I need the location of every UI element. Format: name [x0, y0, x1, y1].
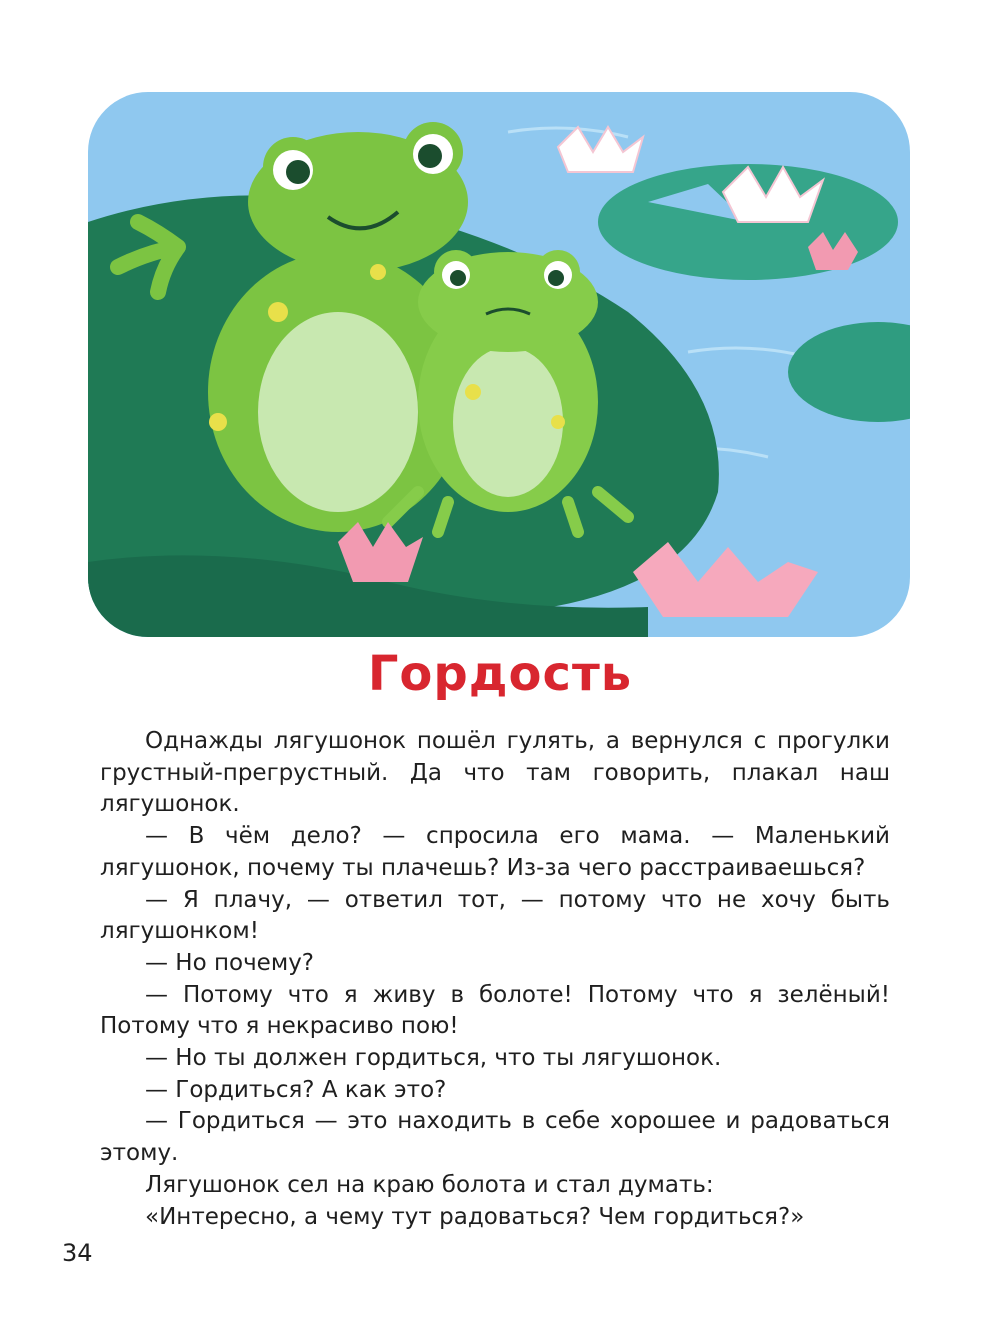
story-illustration — [88, 92, 910, 637]
page-number: 34 — [62, 1239, 93, 1267]
story-paragraph: Однажды лягушонок пошёл гулять, а вернулся с прогулки грустный-прегрустный. Да что там говорить, плакал наш лягушонок. — [100, 728, 890, 818]
story-title: Гордость — [367, 646, 633, 702]
story-paragraph: «Интересно, а чему тут радоваться? Чем гордиться?» — [145, 1203, 805, 1230]
story-paragraph: — Гордиться — это находить в себе хорошее и радоваться этому. — [100, 1108, 890, 1167]
story-text — [100, 726, 890, 1233]
story-paragraph: — Но ты должен гордиться, что ты лягушонок. — [145, 1045, 722, 1072]
story-paragraph: Лягушонок сел на краю болота и стал думать: — [145, 1171, 714, 1198]
story-paragraph: — Потому что я живу в болоте! Потому что я зелёный! Потому что я некрасиво пою! — [100, 981, 890, 1040]
story-paragraph: — Гордиться? А как это? — [145, 1076, 447, 1103]
story-paragraph: — Я плачу, — ответил тот, — потому что не хочу быть лягушонком! — [100, 886, 890, 945]
story-paragraph: — В чём дело? — спросила его мама. — Маленький лягушонок, почему ты плачешь? Из-за чего расстраиваешься? — [100, 823, 890, 881]
story-paragraph: — Но почему? — [145, 949, 315, 976]
